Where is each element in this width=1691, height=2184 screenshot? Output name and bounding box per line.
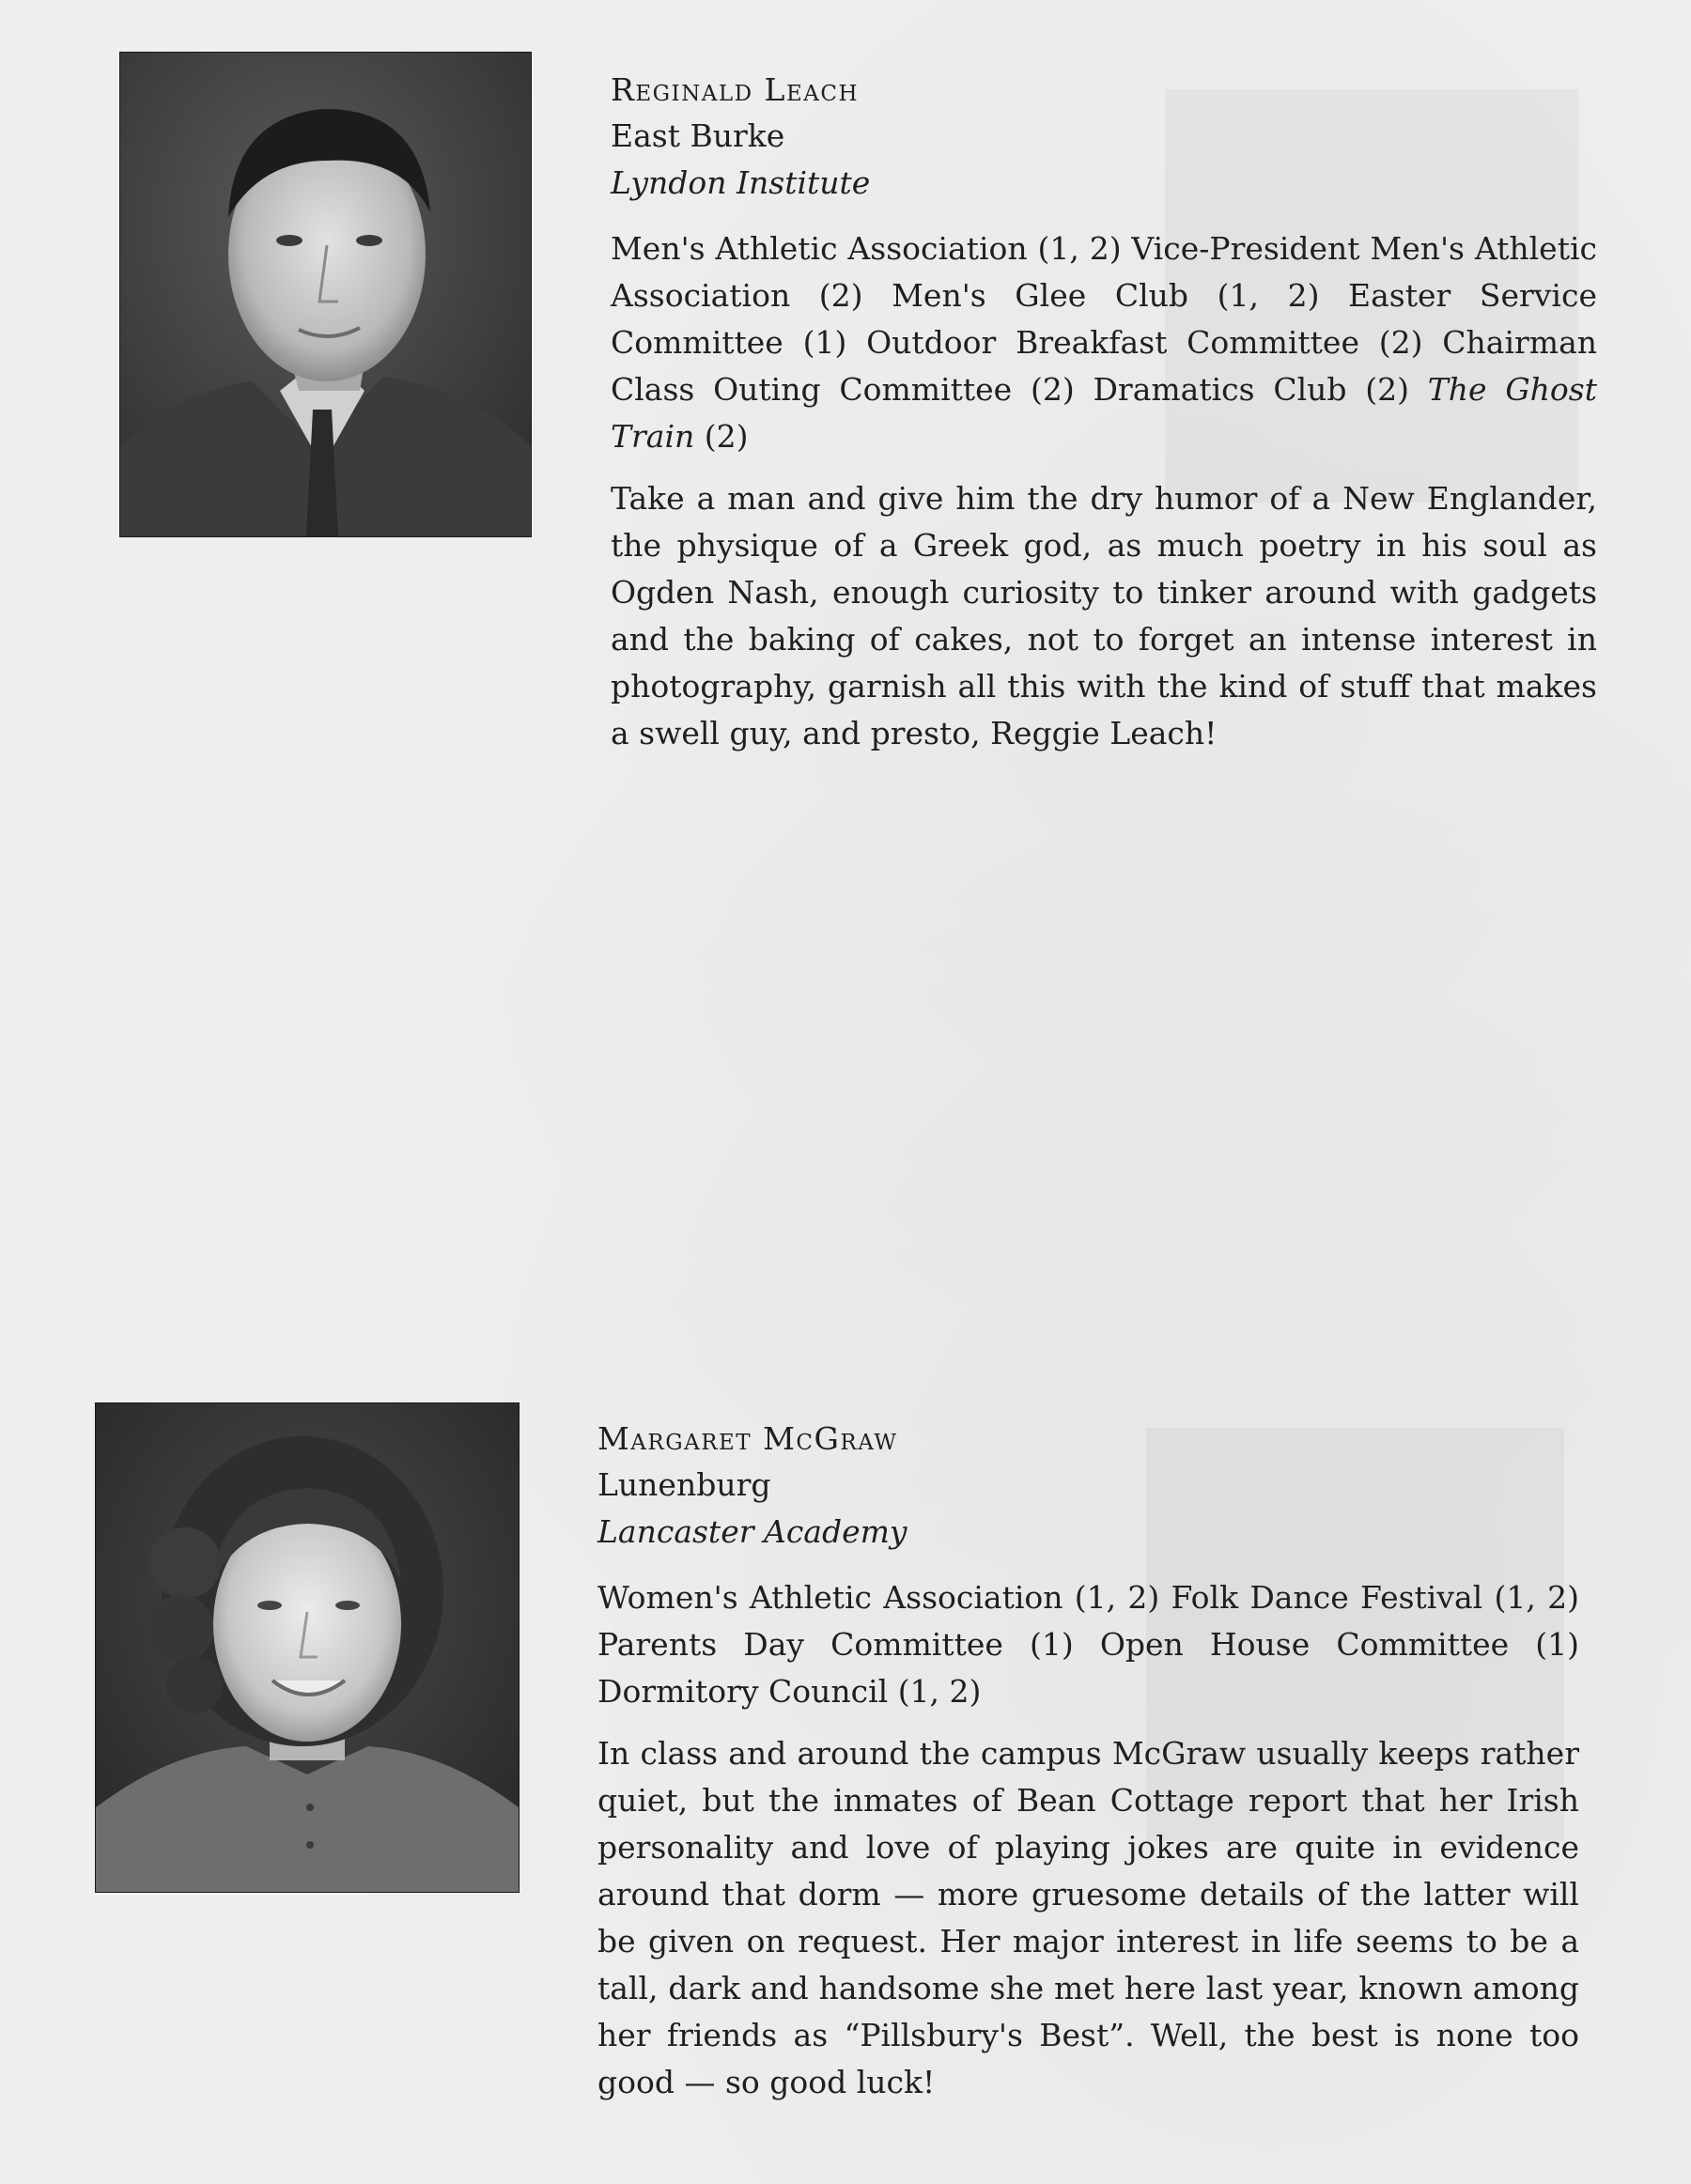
activities-list xyxy=(611,225,1597,460)
student-name: Reginald Leach xyxy=(611,71,860,108)
portrait-photo-reginald-leach xyxy=(120,53,531,536)
hometown: Lunenburg xyxy=(597,1466,771,1503)
activities-text: Men's Athletic Association (1, 2) Vice-President Men's Athletic Association (2) Men's Glee Club (1, 2) Easter Service Committee (1) Outdoor Breakfast Committee (2) Chairman Class Outing Committee (2) Dramatics Club (2) xyxy=(611,230,1597,408)
personal-blurb: Take a man and give him the dry humor of a New Englander, the physique of a Greek god, as much poetry in his soul as Ogden Nash, enough curiosity to tinker around with gadgets and the baking of cakes, not to forget an intense interest in photography, garnish all this with the kind of stuff that makes a swell guy, and presto, Reggie Leach! xyxy=(611,480,1597,751)
activities-text-end: (2) xyxy=(694,418,749,455)
portrait-photo-margaret-mcgraw xyxy=(96,1403,519,1892)
personal-blurb: In class and around the campus McGraw usually keeps rather quiet, but the inmates of Bean Cottage report that her Irish personality and love of playing jokes are quite in evidence around that dorm — more gruesome details of the latter will be given on request. Her major interest in life seems to be a tall, dark and handsome she met here last year, known among her friends as “Pillsbury's Best”. Well, the best is none too good — so good luck! xyxy=(597,1735,1579,2100)
play-title: The Ghost Train xyxy=(611,371,1597,455)
prep-school: Lancaster Academy xyxy=(597,1513,908,1550)
prep-school: Lyndon Institute xyxy=(611,164,871,201)
entry-margaret-mcgraw xyxy=(597,1417,1579,2106)
hometown: East Burke xyxy=(611,117,785,154)
entry-reginald-leach xyxy=(611,68,1597,757)
activities-list: Women's Athletic Association (1, 2) Folk Dance Festival (1, 2) Parents Day Committee (1) Open House Committee (1) Dormitory Council (1, 2) xyxy=(597,1579,1579,1710)
student-name: Margaret McGraw xyxy=(597,1420,898,1457)
